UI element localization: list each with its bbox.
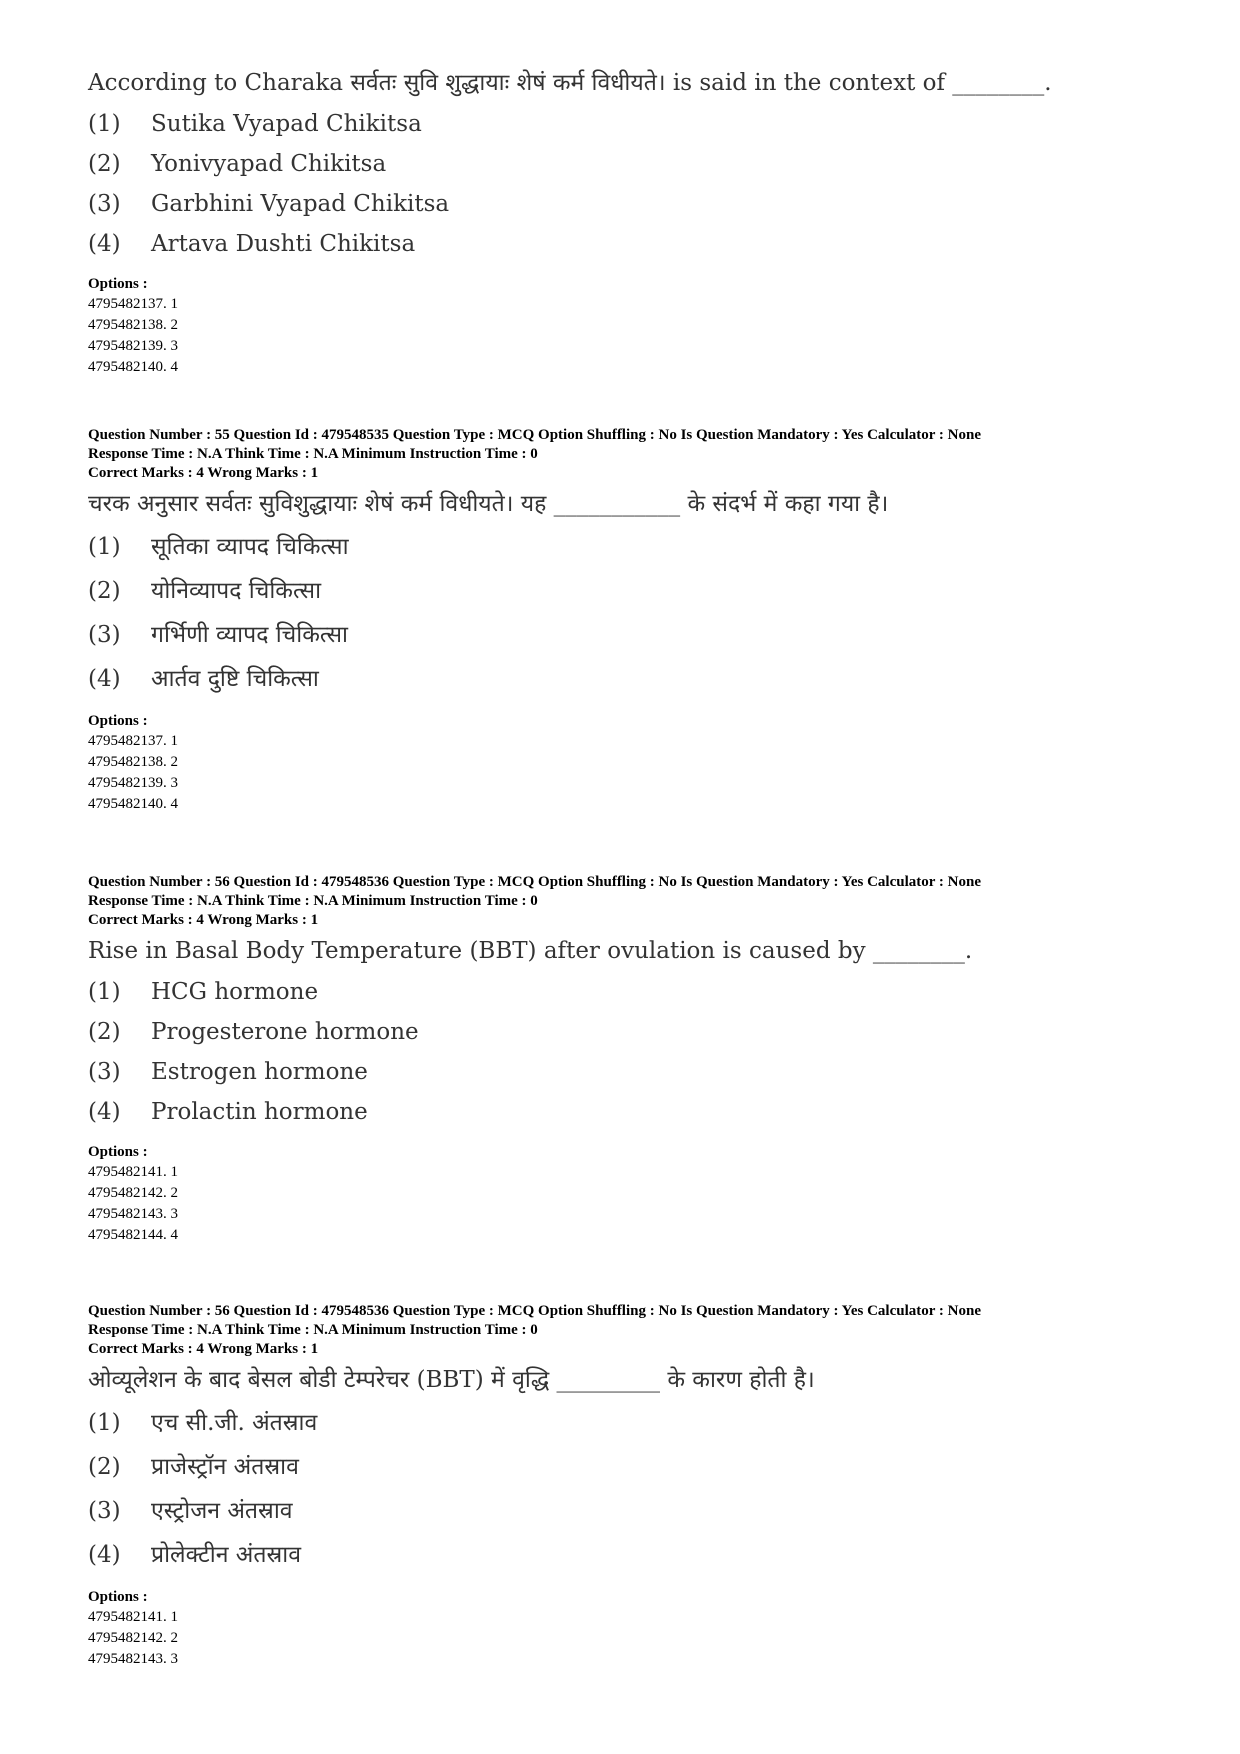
question-meta: Question Number : 56 Question Id : 479548536 Question Type : MCQ Option Shuffling : No Is Question Mandatory : Yes Calculator : None xyxy=(88,1303,981,1319)
option-id: 4795482141. 1 xyxy=(88,1164,178,1180)
choice-number: (3) xyxy=(88,1498,121,1524)
choice-number: (1) xyxy=(88,534,121,560)
options-label: Options : xyxy=(88,276,148,292)
choice-list xyxy=(88,104,1168,264)
choice-number: (2) xyxy=(88,578,121,604)
choice-number: (4) xyxy=(88,1099,121,1125)
choice-item xyxy=(88,657,1168,701)
option-id: 4795482139. 3 xyxy=(88,775,178,791)
question-meta: Question Number : 56 Question Id : 479548536 Question Type : MCQ Option Shuffling : No Is Question Mandatory : Yes Calculator : None xyxy=(88,874,981,890)
choice-number: (4) xyxy=(88,231,121,257)
choice-item xyxy=(88,1092,1168,1132)
choice-number: (4) xyxy=(88,1542,121,1568)
choice-number: (2) xyxy=(88,1019,121,1045)
choice-text: प्राजेस्ट्रॉन अंतस्राव xyxy=(151,1454,299,1480)
question-marks: Correct Marks : 4 Wrong Marks : 1 xyxy=(88,1341,319,1357)
question-block-56-hindi xyxy=(88,1302,1168,1670)
choice-number: (3) xyxy=(88,622,121,648)
options-list xyxy=(88,711,1168,815)
options-label: Options : xyxy=(88,1144,148,1160)
choice-text: गर्भिणी व्यापद चिकित्सा xyxy=(151,622,348,648)
choice-number: (3) xyxy=(88,191,121,217)
question-meta: Response Time : N.A Think Time : N.A Minimum Instruction Time : 0 xyxy=(88,446,538,462)
option-id: 4795482142. 2 xyxy=(88,1630,178,1646)
choice-text: Prolactin hormone xyxy=(151,1099,368,1125)
option-id: 4795482137. 1 xyxy=(88,733,178,749)
choice-item xyxy=(88,1533,1168,1577)
choice-number: (2) xyxy=(88,1454,121,1480)
choice-item xyxy=(88,613,1168,657)
options-list xyxy=(88,1587,1168,1670)
choice-text: Progesterone hormone xyxy=(151,1019,419,1045)
choice-item xyxy=(88,569,1168,613)
choice-text: योनिव्यापद चिकित्सा xyxy=(151,578,322,604)
choice-text: Garbhini Vyapad Chikitsa xyxy=(151,191,450,217)
question-block-55-hindi xyxy=(88,426,1168,815)
choice-number: (1) xyxy=(88,1410,121,1436)
choice-number: (4) xyxy=(88,666,121,692)
question-meta: Response Time : N.A Think Time : N.A Minimum Instruction Time : 0 xyxy=(88,1322,538,1338)
question-meta: Question Number : 55 Question Id : 479548535 Question Type : MCQ Option Shuffling : No Is Question Mandatory : Yes Calculator : None xyxy=(88,427,981,443)
choice-item xyxy=(88,1445,1168,1489)
question-marks: Correct Marks : 4 Wrong Marks : 1 xyxy=(88,465,319,481)
choice-text: प्रोलेक्टीन अंतस्राव xyxy=(151,1542,302,1568)
choice-item xyxy=(88,525,1168,569)
question-meta: Response Time : N.A Think Time : N.A Minimum Instruction Time : 0 xyxy=(88,893,538,909)
choice-item xyxy=(88,144,1168,184)
choice-item xyxy=(88,1052,1168,1092)
question-block-56-english xyxy=(88,873,1168,1246)
choice-list xyxy=(88,972,1168,1132)
choice-number: (1) xyxy=(88,111,121,137)
choice-number: (1) xyxy=(88,979,121,1005)
option-id: 4795482143. 3 xyxy=(88,1206,178,1222)
choice-text: Sutika Vyapad Chikitsa xyxy=(151,111,422,137)
options-label: Options : xyxy=(88,1589,148,1605)
choice-list xyxy=(88,525,1168,701)
choice-item xyxy=(88,1489,1168,1533)
option-id: 4795482138. 2 xyxy=(88,317,178,333)
choice-text: आर्तव दुष्टि चिकित्सा xyxy=(151,666,319,692)
question-marks: Correct Marks : 4 Wrong Marks : 1 xyxy=(88,912,319,928)
choice-number: (3) xyxy=(88,1059,121,1085)
option-id: 4795482140. 4 xyxy=(88,359,178,375)
choice-item xyxy=(88,1012,1168,1052)
choice-text: एस्ट्रोजन अंतस्राव xyxy=(151,1498,293,1524)
choice-item xyxy=(88,104,1168,144)
question-block-prev-english xyxy=(88,68,1168,378)
option-id: 4795482137. 1 xyxy=(88,296,178,312)
choice-text: Artava Dushti Chikitsa xyxy=(151,231,416,257)
question-stem: ओव्यूलेशन के बाद बेसल बोडी टेम्परेचर (BBT) में वृद्धि _________ के कारण होती है। xyxy=(88,1367,815,1393)
option-id: 4795482140. 4 xyxy=(88,796,178,812)
options-list xyxy=(88,1142,1168,1246)
option-id: 4795482139. 3 xyxy=(88,338,178,354)
choice-text: Yonivyapad Chikitsa xyxy=(151,151,387,177)
option-id: 4795482144. 4 xyxy=(88,1227,178,1243)
choice-text: सूतिका व्यापद चिकित्सा xyxy=(151,534,349,560)
choice-item xyxy=(88,184,1168,224)
options-label: Options : xyxy=(88,713,148,729)
option-id: 4795482138. 2 xyxy=(88,754,178,770)
question-stem: चरक अनुसार सर्वतः सुविशुद्धायाः शेषं कर्म विधीयते। यह ___________ के संदर्भ में कहा गया है। xyxy=(88,491,889,517)
choice-item xyxy=(88,972,1168,1012)
choice-list xyxy=(88,1401,1168,1577)
choice-item xyxy=(88,224,1168,264)
choice-number: (2) xyxy=(88,151,121,177)
choice-text: Estrogen hormone xyxy=(151,1059,368,1085)
option-id: 4795482143. 3 xyxy=(88,1651,178,1667)
choice-text: HCG hormone xyxy=(151,979,319,1005)
choice-item xyxy=(88,1401,1168,1445)
options-list xyxy=(88,274,1168,378)
choice-text: एच सी.जी. अंतस्राव xyxy=(151,1410,318,1436)
option-id: 4795482141. 1 xyxy=(88,1609,178,1625)
question-stem: According to Charaka सर्वतः सुवि शुद्धायाः शेषं कर्म विधीयते। is said in the context of ________. xyxy=(88,70,1052,96)
question-stem: Rise in Basal Body Temperature (BBT) after ovulation is caused by ________. xyxy=(88,938,973,964)
option-id: 4795482142. 2 xyxy=(88,1185,178,1201)
